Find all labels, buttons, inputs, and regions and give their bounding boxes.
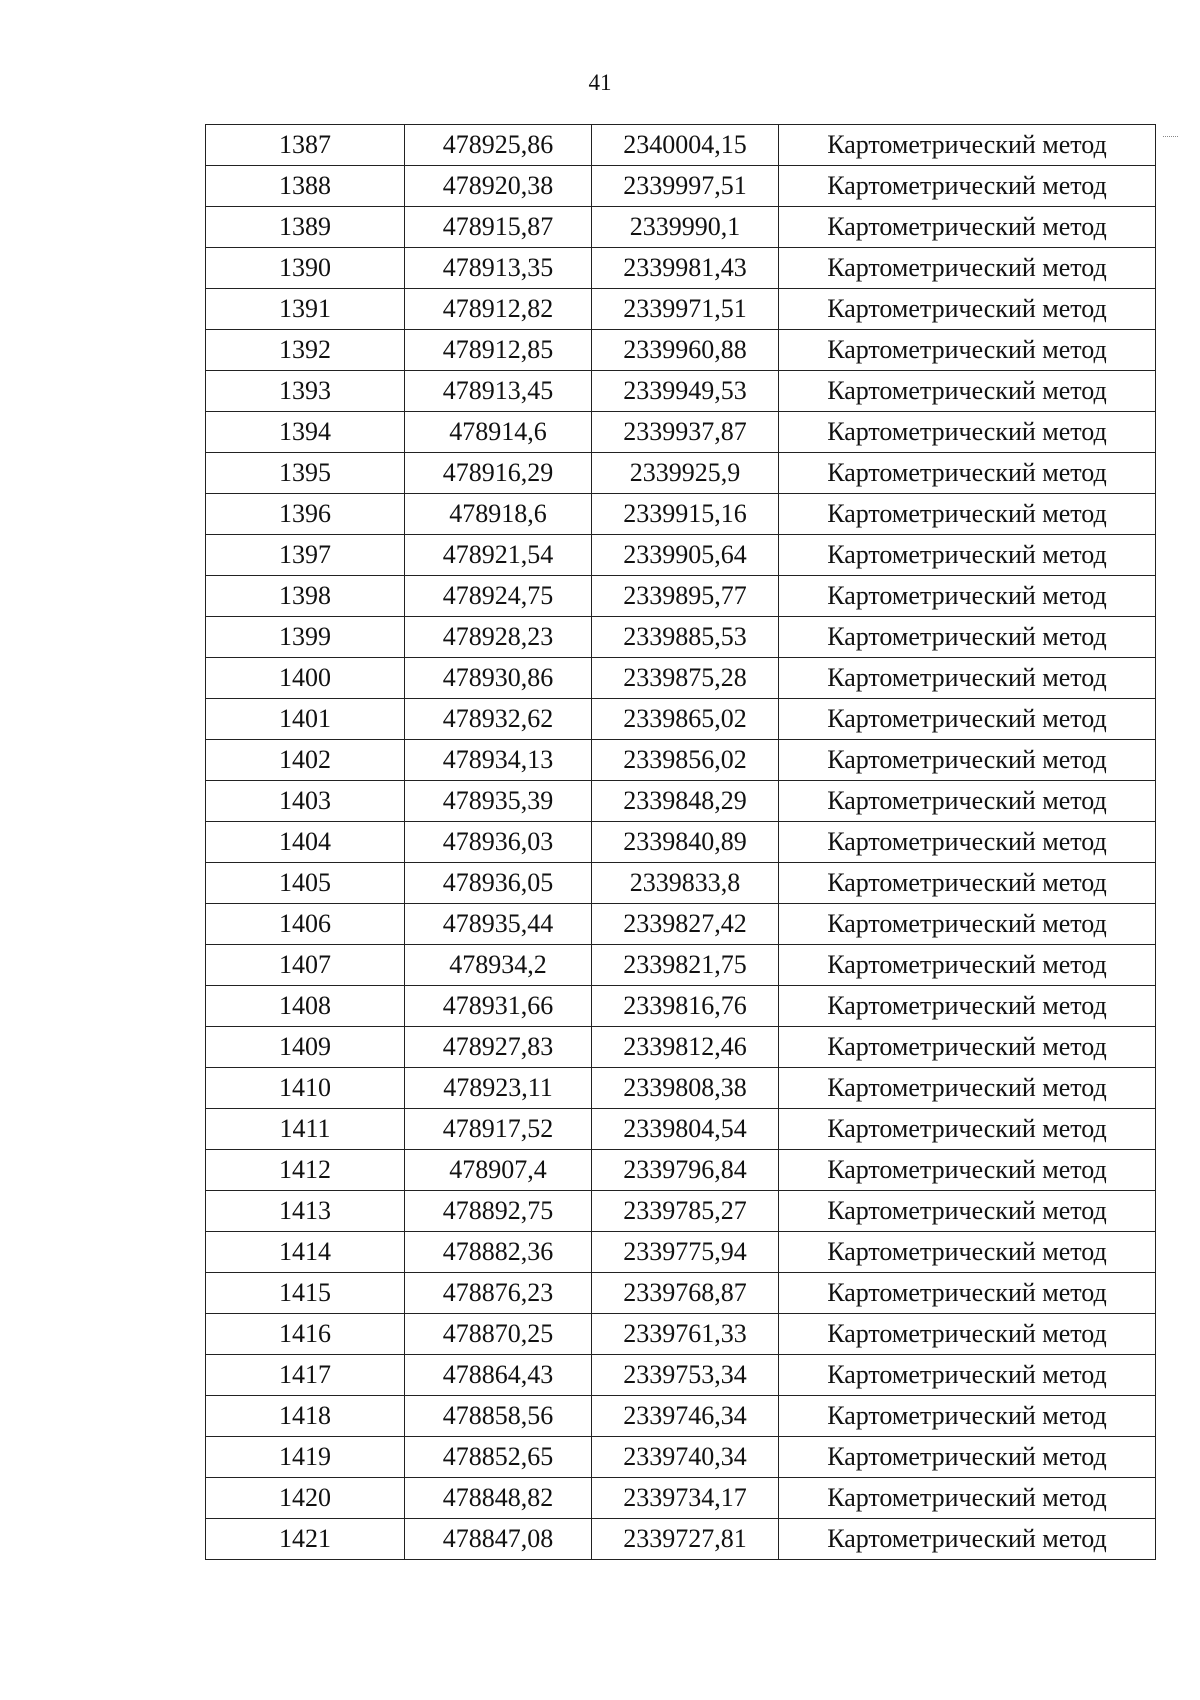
y-coordinate-cell: 2339949,53	[592, 371, 779, 412]
x-coordinate-cell: 478918,6	[405, 494, 592, 535]
point-number-cell: 1410	[206, 1068, 405, 1109]
method-cell: Картометрический метод	[779, 1314, 1156, 1355]
point-number-cell: 1416	[206, 1314, 405, 1355]
table-row	[206, 1109, 1156, 1150]
point-number-cell: 1397	[206, 535, 405, 576]
y-coordinate-cell: 2339727,81	[592, 1519, 779, 1560]
y-coordinate-cell: 2339997,51	[592, 166, 779, 207]
y-coordinate-cell: 2339761,33	[592, 1314, 779, 1355]
x-coordinate-cell: 478847,08	[405, 1519, 592, 1560]
method-cell: Картометрический метод	[779, 822, 1156, 863]
x-coordinate-cell: 478930,86	[405, 658, 592, 699]
table-row	[206, 1027, 1156, 1068]
y-coordinate-cell: 2339915,16	[592, 494, 779, 535]
x-coordinate-cell: 478912,85	[405, 330, 592, 371]
x-coordinate-cell: 478935,44	[405, 904, 592, 945]
x-coordinate-cell: 478916,29	[405, 453, 592, 494]
y-coordinate-cell: 2339960,88	[592, 330, 779, 371]
x-coordinate-cell: 478858,56	[405, 1396, 592, 1437]
table-row	[206, 125, 1156, 166]
y-coordinate-cell: 2339796,84	[592, 1150, 779, 1191]
point-number-cell: 1406	[206, 904, 405, 945]
x-coordinate-cell: 478936,05	[405, 863, 592, 904]
method-cell: Картометрический метод	[779, 412, 1156, 453]
x-coordinate-cell: 478913,35	[405, 248, 592, 289]
point-number-cell: 1404	[206, 822, 405, 863]
y-coordinate-cell: 2339937,87	[592, 412, 779, 453]
method-cell: Картометрический метод	[779, 1232, 1156, 1273]
method-cell: Картометрический метод	[779, 1109, 1156, 1150]
table-row	[206, 1273, 1156, 1314]
point-number-cell: 1388	[206, 166, 405, 207]
method-cell: Картометрический метод	[779, 1027, 1156, 1068]
method-cell: Картометрический метод	[779, 494, 1156, 535]
x-coordinate-cell: 478934,13	[405, 740, 592, 781]
coordinates-table-body	[206, 125, 1156, 1560]
point-number-cell: 1417	[206, 1355, 405, 1396]
x-coordinate-cell: 478935,39	[405, 781, 592, 822]
point-number-cell: 1396	[206, 494, 405, 535]
table-row	[206, 1150, 1156, 1191]
x-coordinate-cell: 478864,43	[405, 1355, 592, 1396]
x-coordinate-cell: 478927,83	[405, 1027, 592, 1068]
y-coordinate-cell: 2339785,27	[592, 1191, 779, 1232]
method-cell: Картометрический метод	[779, 781, 1156, 822]
point-number-cell: 1400	[206, 658, 405, 699]
method-cell: Картометрический метод	[779, 986, 1156, 1027]
method-cell: Картометрический метод	[779, 1150, 1156, 1191]
point-number-cell: 1408	[206, 986, 405, 1027]
method-cell: Картометрический метод	[779, 207, 1156, 248]
y-coordinate-cell: 2339804,54	[592, 1109, 779, 1150]
x-coordinate-cell: 478931,66	[405, 986, 592, 1027]
x-coordinate-cell: 478914,6	[405, 412, 592, 453]
y-coordinate-cell: 2339746,34	[592, 1396, 779, 1437]
method-cell: Картометрический метод	[779, 535, 1156, 576]
point-number-cell: 1409	[206, 1027, 405, 1068]
table-row	[206, 248, 1156, 289]
x-coordinate-cell: 478936,03	[405, 822, 592, 863]
method-cell: Картометрический метод	[779, 1396, 1156, 1437]
x-coordinate-cell: 478917,52	[405, 1109, 592, 1150]
point-number-cell: 1402	[206, 740, 405, 781]
point-number-cell: 1399	[206, 617, 405, 658]
y-coordinate-cell: 2339925,9	[592, 453, 779, 494]
x-coordinate-cell: 478923,11	[405, 1068, 592, 1109]
point-number-cell: 1391	[206, 289, 405, 330]
x-coordinate-cell: 478907,4	[405, 1150, 592, 1191]
method-cell: Картометрический метод	[779, 863, 1156, 904]
x-coordinate-cell: 478892,75	[405, 1191, 592, 1232]
y-coordinate-cell: 2339775,94	[592, 1232, 779, 1273]
point-number-cell: 1403	[206, 781, 405, 822]
y-coordinate-cell: 2339856,02	[592, 740, 779, 781]
x-coordinate-cell: 478876,23	[405, 1273, 592, 1314]
y-coordinate-cell: 2339753,34	[592, 1355, 779, 1396]
x-coordinate-cell: 478921,54	[405, 535, 592, 576]
table-row	[206, 1232, 1156, 1273]
table-row	[206, 1355, 1156, 1396]
table-row	[206, 494, 1156, 535]
method-cell: Картометрический метод	[779, 576, 1156, 617]
method-cell: Картометрический метод	[779, 166, 1156, 207]
y-coordinate-cell: 2340004,15	[592, 125, 779, 166]
table-row	[206, 658, 1156, 699]
x-coordinate-cell: 478882,36	[405, 1232, 592, 1273]
point-number-cell: 1390	[206, 248, 405, 289]
table-row	[206, 576, 1156, 617]
table-row	[206, 1068, 1156, 1109]
table-row	[206, 617, 1156, 658]
table-row	[206, 535, 1156, 576]
method-cell: Картометрический метод	[779, 1355, 1156, 1396]
method-cell: Картометрический метод	[779, 248, 1156, 289]
table-row	[206, 945, 1156, 986]
y-coordinate-cell: 2339875,28	[592, 658, 779, 699]
point-number-cell: 1387	[206, 125, 405, 166]
table-row	[206, 1437, 1156, 1478]
method-cell: Картометрический метод	[779, 1437, 1156, 1478]
point-number-cell: 1418	[206, 1396, 405, 1437]
table-row	[206, 781, 1156, 822]
method-cell: Картометрический метод	[779, 1519, 1156, 1560]
point-number-cell: 1420	[206, 1478, 405, 1519]
table-row	[206, 371, 1156, 412]
table-row	[206, 166, 1156, 207]
point-number-cell: 1411	[206, 1109, 405, 1150]
point-number-cell: 1392	[206, 330, 405, 371]
x-coordinate-cell: 478925,86	[405, 125, 592, 166]
method-cell: Картометрический метод	[779, 1273, 1156, 1314]
point-number-cell: 1413	[206, 1191, 405, 1232]
method-cell: Картометрический метод	[779, 658, 1156, 699]
table-row	[206, 1191, 1156, 1232]
table-row	[206, 822, 1156, 863]
table-row	[206, 207, 1156, 248]
method-cell: Картометрический метод	[779, 617, 1156, 658]
method-cell: Картометрический метод	[779, 1478, 1156, 1519]
x-coordinate-cell: 478870,25	[405, 1314, 592, 1355]
table-row	[206, 1519, 1156, 1560]
x-coordinate-cell: 478848,82	[405, 1478, 592, 1519]
x-coordinate-cell: 478920,38	[405, 166, 592, 207]
table-row	[206, 453, 1156, 494]
y-coordinate-cell: 2339734,17	[592, 1478, 779, 1519]
method-cell: Картометрический метод	[779, 699, 1156, 740]
y-coordinate-cell: 2339816,76	[592, 986, 779, 1027]
y-coordinate-cell: 2339740,34	[592, 1437, 779, 1478]
point-number-cell: 1419	[206, 1437, 405, 1478]
point-number-cell: 1393	[206, 371, 405, 412]
x-coordinate-cell: 478934,2	[405, 945, 592, 986]
y-coordinate-cell: 2339812,46	[592, 1027, 779, 1068]
point-number-cell: 1394	[206, 412, 405, 453]
point-number-cell: 1421	[206, 1519, 405, 1560]
method-cell: Картометрический метод	[779, 453, 1156, 494]
point-number-cell: 1389	[206, 207, 405, 248]
point-number-cell: 1395	[206, 453, 405, 494]
table-row	[206, 863, 1156, 904]
x-coordinate-cell: 478928,23	[405, 617, 592, 658]
table-row	[206, 1314, 1156, 1355]
point-number-cell: 1412	[206, 1150, 405, 1191]
table-row	[206, 330, 1156, 371]
point-number-cell: 1405	[206, 863, 405, 904]
y-coordinate-cell: 2339821,75	[592, 945, 779, 986]
point-number-cell: 1414	[206, 1232, 405, 1273]
table-row	[206, 1478, 1156, 1519]
y-coordinate-cell: 2339895,77	[592, 576, 779, 617]
method-cell: Картометрический метод	[779, 945, 1156, 986]
y-coordinate-cell: 2339840,89	[592, 822, 779, 863]
y-coordinate-cell: 2339827,42	[592, 904, 779, 945]
x-coordinate-cell: 478913,45	[405, 371, 592, 412]
y-coordinate-cell: 2339885,53	[592, 617, 779, 658]
table-row	[206, 699, 1156, 740]
point-number-cell: 1415	[206, 1273, 405, 1314]
y-coordinate-cell: 2339848,29	[592, 781, 779, 822]
x-coordinate-cell: 478924,75	[405, 576, 592, 617]
x-coordinate-cell: 478932,62	[405, 699, 592, 740]
table-row	[206, 986, 1156, 1027]
y-coordinate-cell: 2339768,87	[592, 1273, 779, 1314]
y-coordinate-cell: 2339981,43	[592, 248, 779, 289]
x-coordinate-cell: 478852,65	[405, 1437, 592, 1478]
y-coordinate-cell: 2339905,64	[592, 535, 779, 576]
point-number-cell: 1407	[206, 945, 405, 986]
y-coordinate-cell: 2339971,51	[592, 289, 779, 330]
x-coordinate-cell: 478915,87	[405, 207, 592, 248]
point-number-cell: 1398	[206, 576, 405, 617]
y-coordinate-cell: 2339990,1	[592, 207, 779, 248]
x-coordinate-cell: 478912,82	[405, 289, 592, 330]
y-coordinate-cell: 2339833,8	[592, 863, 779, 904]
table-row	[206, 412, 1156, 453]
table-row	[206, 904, 1156, 945]
method-cell: Картометрический метод	[779, 1068, 1156, 1109]
scan-edge-mark	[1163, 136, 1178, 137]
method-cell: Картометрический метод	[779, 289, 1156, 330]
table-row	[206, 289, 1156, 330]
page-number: 41	[588, 70, 612, 95]
coordinates-table	[205, 124, 1156, 1560]
method-cell: Картометрический метод	[779, 371, 1156, 412]
point-number-cell: 1401	[206, 699, 405, 740]
table-row	[206, 740, 1156, 781]
y-coordinate-cell: 2339865,02	[592, 699, 779, 740]
y-coordinate-cell: 2339808,38	[592, 1068, 779, 1109]
method-cell: Картометрический метод	[779, 904, 1156, 945]
method-cell: Картометрический метод	[779, 330, 1156, 371]
method-cell: Картометрический метод	[779, 1191, 1156, 1232]
method-cell: Картометрический метод	[779, 125, 1156, 166]
method-cell: Картометрический метод	[779, 740, 1156, 781]
table-row	[206, 1396, 1156, 1437]
